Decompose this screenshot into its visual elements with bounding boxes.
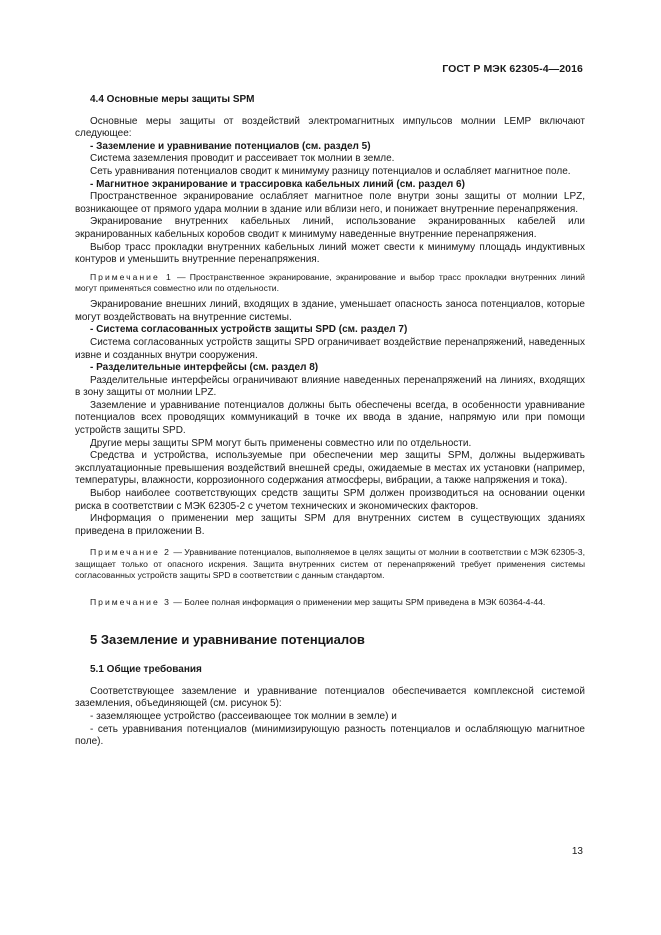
paragraph: Средства и устройства, используемые при обеспечении мер защиты SPM, должны выдерживать эксплуатационные превышения воздействий внешней среды, ожидаемые в местах их установки (например, температуры, влажности, коррозионного содержания атмосферы, вибрации, а также напряжения и тока). xyxy=(75,450,585,487)
paragraph: Выбор трасс прокладки внутренних кабельных линий может свести к минимуму площадь индуктивных контуров и уменьшить внутренние перенапряжения. xyxy=(75,241,585,266)
document-header: ГОСТ Р МЭК 62305-4—2016 xyxy=(442,63,583,75)
paragraph: Пространственное экранирование ослабляет магнитное поле внутри зоны защиты от молнии LPZ, возникающее от прямого удара молнии в здание или вблизи него, и понижает внутренние перенапряжения. xyxy=(75,191,585,215)
paragraph: Экранирование внутренних кабельных линий, использование экранированных кабелей или экранированных кабельных коробов сводит к минимуму наведенные внутренние перенапряжения. xyxy=(75,216,585,240)
paragraph: Другие меры защиты SPM могут быть применены совместно или по отдельности. xyxy=(90,437,472,449)
note-text: — Уравнивание потенциалов, выполняемое в целях защиты от молнии в соответствии с МЭК 62305-3, защищает только от опасного искрения. Защита внутренних систем от перенапряжений требует применения системы согласованных устройств защиты SPD в соответствии с данным стандартом. xyxy=(75,547,585,580)
bullet-heading: - Заземление и уравнивание потенциалов (см. раздел 5) xyxy=(90,140,371,152)
paragraph: Основные меры защиты от воздействий электромагнитных импульсов молнии LEMP включают следующее: xyxy=(75,115,585,140)
section-5-1-heading: 5.1 Общие требования xyxy=(90,664,202,676)
list-item: - заземляющее устройство (рассеивающее ток молнии в земле) и xyxy=(90,711,397,722)
paragraph: Система заземления проводит и рассеивает ток молнии в земле. xyxy=(90,153,395,165)
note-text: — Пространственное экранирование, экранирование и выбор трасс прокладки внутренних линий могут применяться совместно или по отдельности. xyxy=(75,271,585,293)
note-label: Примечание 2 xyxy=(90,547,171,558)
paragraph: Разделительные интерфейсы ограничивают влияние наведенных перенапряжений на линиях, входящих в зону защиты от молнии LPZ. xyxy=(75,374,585,399)
note-text: — Более полная информация о применении мер защиты SPM приведена в МЭК 60364-4-44. xyxy=(170,597,546,608)
paragraph: Информация о применении мер защиты SPM для внутренних систем в существующих зданиях приведена в приложении В. xyxy=(75,513,585,537)
bullet-heading: - Магнитное экранирование и трассировка кабельных линий (см. раздел 6) xyxy=(90,178,465,190)
list-item: - сеть уравнивания потенциалов (минимизирующую разность потенциалов и ослабляющую магнитное поле). xyxy=(75,723,585,748)
page-number: 13 xyxy=(571,846,583,857)
paragraph: Экранирование внешних линий, входящих в здание, уменьшает опасность заноса потенциалов, которые могут воздействовать на внутренние системы. xyxy=(75,299,585,323)
paragraph: Выбор наиболее соответствующих средств защиты SPM должен производиться на основании оценки риска в соответствии с МЭК 62305-2 с учетом технических и экономических факторов. xyxy=(75,488,585,512)
note-label: Примечание 1 xyxy=(90,271,173,282)
paragraph: Система согласованных устройств защиты SPD ограничивает воздействие перенапряжений, наведенных извне и созданных внутри сооружения. xyxy=(75,336,585,361)
note-1 xyxy=(75,272,585,294)
paragraph: Заземление и уравнивание потенциалов должны быть обеспечены всегда, в особенности уравнивание потенциалов всех проводящих коммуникаций в точке их ввода в здание, напрямую или при помощи устройств защиты SPD. xyxy=(75,399,585,437)
paragraph: Сеть уравнивания потенциалов сводит к минимуму разницу потенциалов и ослабляет магнитное поле. xyxy=(90,165,571,177)
section-5-heading: 5 Заземление и уравнивание потенциалов xyxy=(90,632,365,648)
bullet-heading: - Система согласованных устройств защиты SPD (см. раздел 7) xyxy=(90,324,408,336)
page-content xyxy=(75,94,585,749)
note-3 xyxy=(75,597,585,608)
section-4-4-heading: 4.4 Основные меры защиты SPM xyxy=(90,94,255,105)
note-2 xyxy=(75,547,585,581)
paragraph: Соответствующее заземление и уравнивание потенциалов обеспечивается комплексной системой заземления, объединяющей (см. рисунок 5): xyxy=(75,685,585,710)
note-label: Примечание 3 xyxy=(90,597,171,608)
bullet-heading: - Разделительные интерфейсы (см. раздел 8) xyxy=(90,362,319,374)
